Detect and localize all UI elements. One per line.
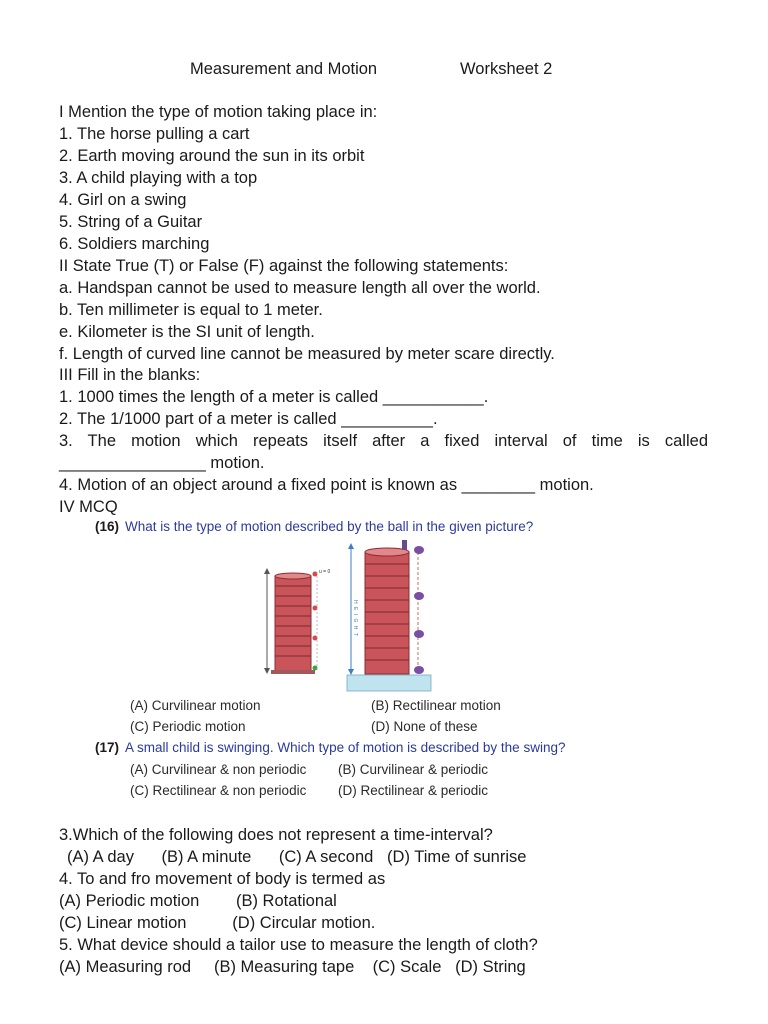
- q17-text: A small child is swinging. Which type of motion is described by the swing?: [125, 740, 566, 755]
- q3-question: 3.Which of the following does not represent a time-interval?: [59, 826, 493, 844]
- q4-options-row2: (C) Linear motion (D) Circular motion.: [59, 914, 376, 932]
- height-arrow: [348, 543, 358, 675]
- q16-text: What is the type of motion described by the ball in the given picture?: [125, 519, 534, 534]
- tower-figure: [255, 538, 435, 696]
- q16-question: [95, 518, 533, 536]
- q17-option-c: (C) Rectilinear & non periodic: [130, 783, 307, 798]
- q3-options: (A) A day (B) A minute (C) A second (D) Time of sunrise: [67, 848, 527, 866]
- tower-base: [347, 675, 431, 691]
- section1-item-6: 6. Soldiers marching: [59, 235, 210, 253]
- section2-item-e: e. Kilometer is the SI unit of length.: [59, 323, 315, 341]
- q16-number: (16): [95, 519, 120, 534]
- section1-item-4: 4. Girl on a swing: [59, 191, 187, 209]
- section3-item-1: 1. 1000 times the length of a meter is called ___________.: [59, 388, 489, 406]
- q16-option-a: (A) Curvilinear motion: [130, 698, 261, 713]
- section3-item-3-line1: 3. The motion which repeats itself after a fixed interval of time is called: [59, 432, 708, 450]
- figure-label-u: u = 0: [319, 569, 331, 575]
- section2-heading: II State True (T) or False (F) against the following statements:: [59, 257, 509, 275]
- q4-options-row1: (A) Periodic motion (B) Rotational: [59, 892, 337, 910]
- q17-number: (17): [95, 740, 120, 755]
- section1-item-2: 2. Earth moving around the sun in its orbit: [59, 147, 365, 165]
- section1-item-1: 1. The horse pulling a cart: [59, 125, 250, 143]
- person-figure: [402, 540, 407, 550]
- q16-option-b: (B) Rectilinear motion: [371, 698, 501, 713]
- q16-option-c: (C) Periodic motion: [130, 719, 246, 734]
- section3-item-3-line2: ________________ motion.: [59, 454, 265, 472]
- section2-item-f: f. Length of curved line cannot be measured by meter scare directly.: [59, 345, 555, 363]
- worksheet-number: Worksheet 2: [460, 60, 553, 78]
- q5-question: 5. What device should a tailor use to measure the length of cloth?: [59, 936, 538, 954]
- worksheet-title: Measurement and Motion: [190, 60, 378, 78]
- section3-item-2: 2. The 1/1000 part of a meter is called __________.: [59, 410, 438, 428]
- section2-item-b: b. Ten millimeter is equal to 1 meter.: [59, 301, 323, 319]
- q5-options: (A) Measuring rod (B) Measuring tape (C) Scale (D) String: [59, 958, 526, 976]
- small-tower: [264, 568, 330, 674]
- q17-option-b: (B) Curvilinear & periodic: [338, 762, 489, 777]
- figure-label-height: H E I G H T: [352, 600, 358, 637]
- q16-option-d: (D) None of these: [371, 719, 478, 734]
- q17-option-a: (A) Curvilinear & non periodic: [130, 762, 307, 777]
- q4-question: 4. To and fro movement of body is termed as: [59, 870, 386, 888]
- q17-option-d: (D) Rectilinear & periodic: [338, 783, 489, 798]
- section2-item-a: a. Handspan cannot be used to measure length all over the world.: [59, 279, 541, 297]
- section3-item-4: 4. Motion of an object around a fixed point is known as ________ motion.: [59, 476, 594, 494]
- section4-heading: IV MCQ: [59, 498, 118, 516]
- section1-item-3: 3. A child playing with a top: [59, 169, 258, 187]
- section3-heading: III Fill in the blanks:: [59, 366, 201, 384]
- section1-item-5: 5. String of a Guitar: [59, 213, 203, 231]
- q17-question: [95, 739, 565, 757]
- tall-tower: [347, 540, 431, 691]
- section1-heading: I Mention the type of motion taking place in:: [59, 103, 378, 121]
